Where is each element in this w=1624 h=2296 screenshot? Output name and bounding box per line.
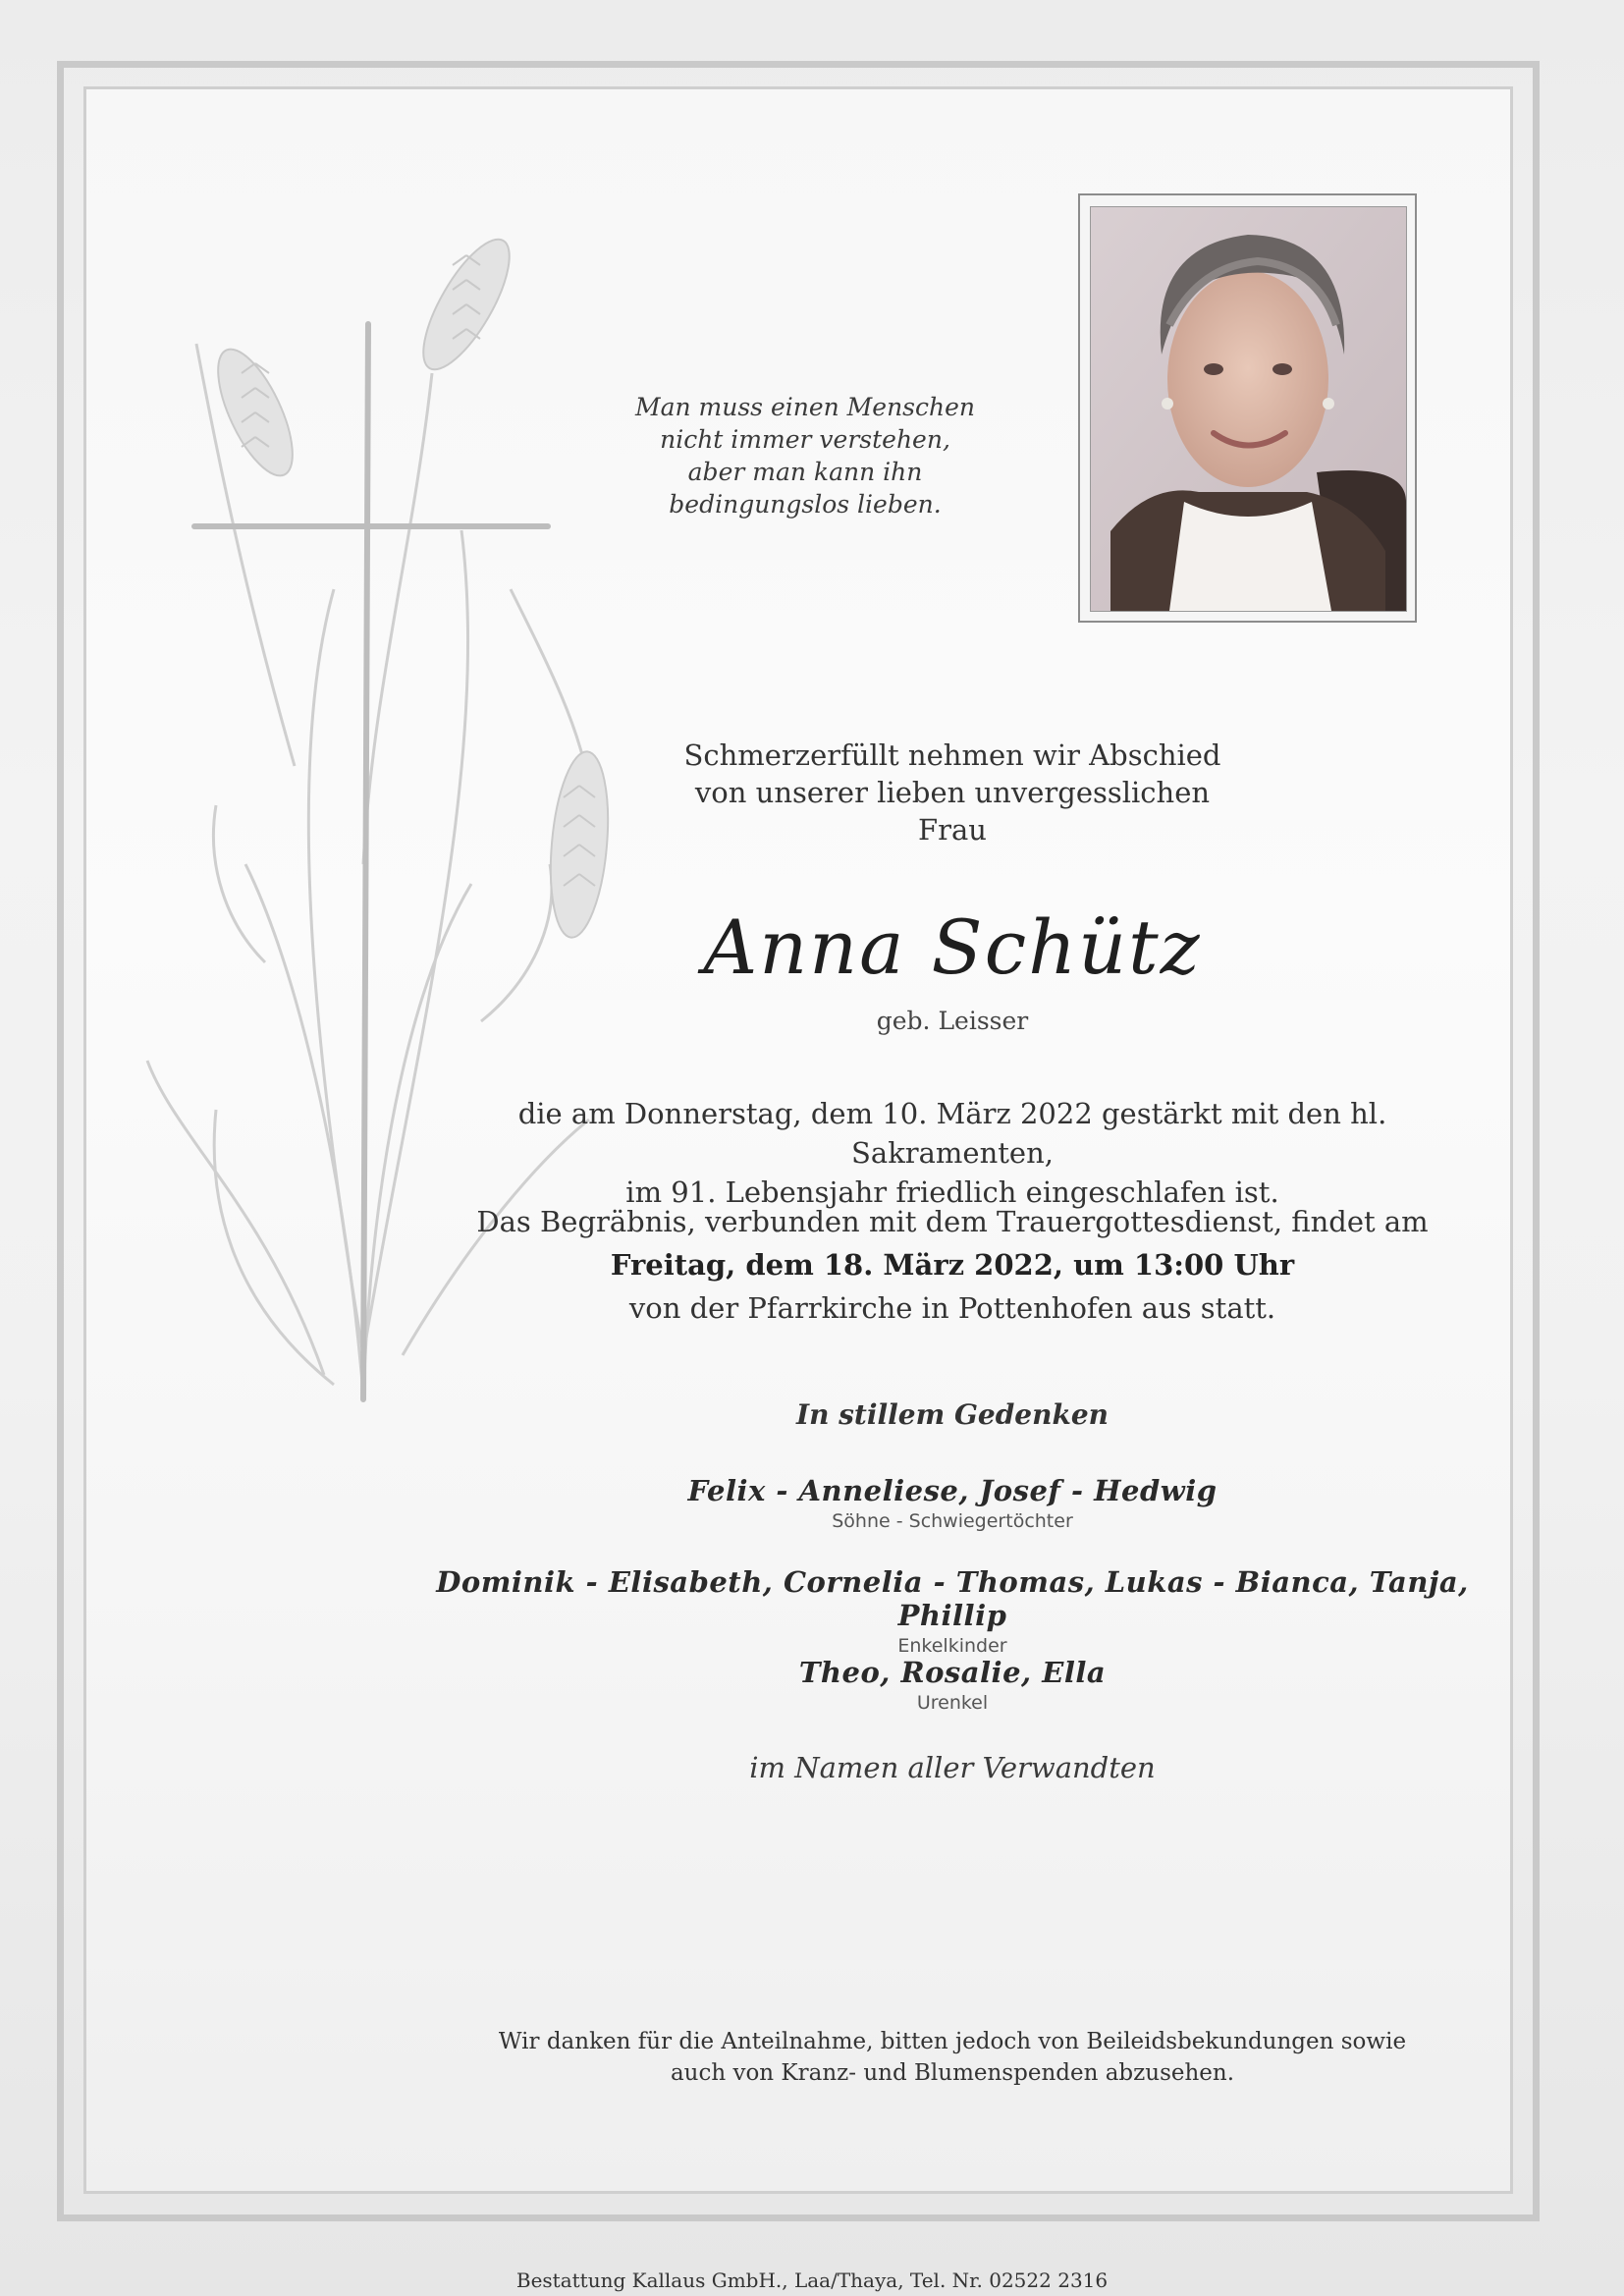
mourner-names: Dominik - Elisabeth, Cornelia - Thomas, Lukas - Bianca, Tanja, Phillip <box>436 1565 1469 1632</box>
intro-text <box>422 737 1483 848</box>
funeral-line: Das Begräbnis, verbunden mit dem Trauergottesdienst, findet am <box>476 1205 1429 1238</box>
mourner-group <box>422 1656 1483 1714</box>
funeral-info <box>422 1200 1483 1330</box>
mourner-names: Theo, Rosalie, Ella <box>798 1656 1107 1689</box>
funeral-line: von der Pfarrkirche in Pottenhofen aus statt. <box>628 1291 1276 1325</box>
thanks-line: Wir danken für die Anteilnahme, bitten jedoch von Beileidsbekundungen sowie <box>498 2029 1407 2054</box>
funeral-home-footer: Bestattung Kallaus GmbH., Laa/Thaya, Tel. Nr. 02522 2316 <box>515 2269 1109 2292</box>
quote-line: Man muss einen Menschen <box>634 393 976 421</box>
intro-line: Frau <box>918 813 987 847</box>
mourner-relation: Söhne - Schwiegertöchter <box>832 1510 1073 1532</box>
maiden-name: geb. Leisser <box>876 1007 1029 1035</box>
quote-line: nicht immer verstehen, <box>660 425 950 454</box>
death-notice <box>422 1094 1483 1212</box>
quote-line: bedingungslos lieben. <box>669 490 942 519</box>
death-line: die am Donnerstag, dem 10. März 2022 gestärkt mit den hl. Sakramenten, <box>517 1097 1387 1170</box>
funeral-date: Freitag, dem 18. März 2022, um 13:00 Uhr <box>610 1248 1295 1282</box>
memorial-quote <box>550 391 1060 520</box>
intro-line: von unserer lieben unvergesslichen <box>694 776 1211 809</box>
mourner-names: Felix - Anneliese, Josef - Hedwig <box>687 1474 1218 1507</box>
mourner-relation: Urenkel <box>916 1692 989 1714</box>
memory-heading: In stillem Gedenken <box>795 1398 1110 1431</box>
mourner-relation: Enkelkinder <box>897 1635 1007 1657</box>
thanks-note <box>422 2026 1483 2089</box>
intro-line: Schmerzerfüllt nehmen wir Abschied <box>683 738 1221 772</box>
closing-line: im Namen aller Verwandten <box>749 1751 1156 1784</box>
quote-line: aber man kann ihn <box>687 458 923 486</box>
deceased-name: Anna Schütz <box>703 903 1202 991</box>
thanks-line: auch von Kranz- und Blumenspenden abzusehen. <box>670 2060 1235 2086</box>
mourner-group <box>422 1565 1483 1657</box>
portrait-photo <box>1090 206 1407 612</box>
portrait-frame <box>1078 193 1417 623</box>
mourner-group <box>422 1474 1483 1532</box>
death-line: im 91. Lebensjahr friedlich eingeschlafen ist. <box>625 1175 1279 1209</box>
